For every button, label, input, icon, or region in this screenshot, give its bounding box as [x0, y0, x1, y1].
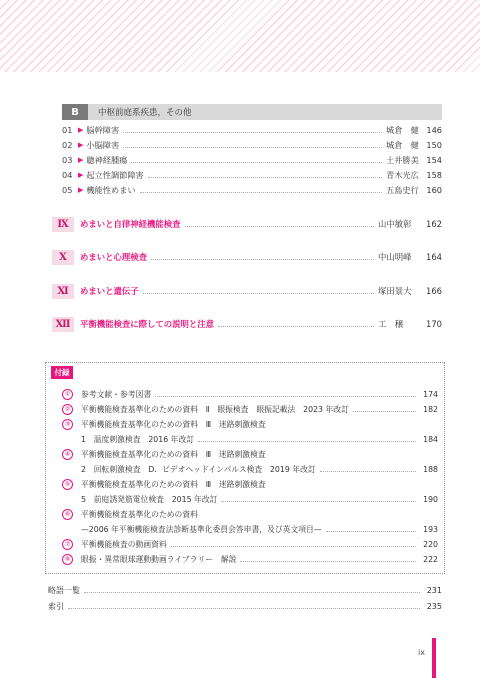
appendix-title: 平衡機能検査の動画資料 — [81, 540, 167, 549]
back-matter-title: 索引 — [48, 602, 64, 611]
appendix-entry[interactable] — [62, 478, 438, 491]
leader-dots — [123, 132, 382, 133]
appendix-entry[interactable] — [62, 448, 438, 461]
circled-number: ② — [62, 404, 73, 415]
chapter-page: 166 — [426, 286, 442, 296]
chapter-numeral: Ⅺ — [52, 284, 74, 299]
entry-author: 青木光広 — [386, 170, 419, 180]
entry-page: 158 — [426, 170, 442, 180]
leader-dots — [221, 501, 416, 502]
leader-dots — [123, 147, 382, 148]
chapter-author: 中山明峰 — [378, 252, 412, 262]
entry-title: 起立性調節障害 — [86, 170, 144, 180]
leader-dots — [353, 411, 416, 412]
chapter-entry[interactable] — [52, 316, 442, 332]
appendix-page: 182 — [423, 405, 438, 414]
chapter-author: 塚田景大 — [378, 286, 412, 296]
chapter-title: めまいと心理検査 — [80, 252, 147, 262]
chapter-title: 平衡機能検査に際しての説明と注意 — [80, 319, 214, 329]
toc-entry[interactable] — [62, 124, 442, 137]
circled-number: ① — [62, 389, 73, 400]
back-matter-entry[interactable] — [48, 584, 442, 597]
appendix-title: 平衡機能検査基準化のための資料 Ⅲ 迷路刺激検査 — [81, 450, 266, 459]
entry-number: 05 — [62, 185, 73, 195]
circled-number: ⑤ — [62, 479, 73, 490]
entry-page: 146 — [426, 125, 442, 135]
page-folio: ix — [418, 648, 425, 657]
appendix-entry[interactable] — [62, 508, 438, 521]
leader-dots — [148, 177, 382, 178]
leader-dots — [84, 592, 420, 593]
entry-number: 02 — [62, 140, 73, 150]
triangle-bullet-icon: ▶ — [78, 126, 84, 134]
chapter-entry[interactable] — [52, 216, 442, 232]
triangle-bullet-icon: ▶ — [78, 171, 84, 179]
appendix-page: 190 — [423, 495, 438, 504]
circled-number: ④ — [62, 449, 73, 460]
appendix-entry[interactable] — [62, 553, 438, 566]
appendix-tag: 付録 — [51, 366, 73, 379]
entry-page: 154 — [426, 155, 442, 165]
entry-number: 04 — [62, 170, 73, 180]
entry-title: 脳幹障害 — [86, 125, 120, 135]
appendix-title: 平衡機能検査基準化のための資料 Ⅱ 眼振検査 眼振記載法 2023 年改訂 — [81, 405, 349, 414]
toc-entry[interactable] — [62, 184, 442, 197]
appendix-page: 193 — [423, 525, 438, 534]
appendix-entry[interactable] — [62, 418, 438, 431]
chapter-numeral: Ⅹ — [52, 250, 74, 265]
appendix-subtitle: 5 前庭誘発筋電位検査 2015 年改訂 — [81, 495, 218, 504]
circled-number: ⑧ — [62, 554, 73, 565]
chapter-page: 164 — [426, 252, 442, 262]
leader-dots — [198, 441, 416, 442]
toc-entry[interactable] — [62, 154, 442, 167]
toc-entry[interactable] — [62, 139, 442, 152]
entry-title: 機能性めまい — [86, 185, 136, 195]
circled-number: ⑥ — [62, 509, 73, 520]
appendix-subentry[interactable] — [62, 463, 438, 476]
entry-page: 150 — [426, 140, 442, 150]
appendix-title: 平衡機能検査基準化のための資料 Ⅲ 迷路刺激検査 — [81, 420, 266, 429]
section-b-header — [62, 104, 442, 120]
chapter-page: 170 — [426, 319, 442, 329]
leader-dots — [140, 192, 382, 193]
circled-number: ⑦ — [62, 539, 73, 550]
leader-dots — [171, 546, 416, 547]
triangle-bullet-icon: ▶ — [78, 186, 84, 194]
chapter-page: 162 — [426, 219, 442, 229]
chapter-numeral: Ⅻ — [52, 317, 74, 332]
appendix-entry[interactable] — [62, 403, 438, 416]
appendix-subtitle: 1 温度刺激検査 2016 年改訂 — [81, 435, 195, 444]
entry-number: 03 — [62, 155, 73, 165]
leader-dots — [131, 162, 382, 163]
section-title: 中枢前庭系疾患，その他 — [98, 108, 192, 118]
appendix-title: 参考文献・参考図書 — [81, 390, 152, 399]
chapter-title: めまいと遺伝子 — [80, 286, 139, 296]
triangle-bullet-icon: ▶ — [78, 156, 84, 164]
appendix-subtitle: —2006 年平衡機能検査法診断基準化委員会答申書，及び英文項目— — [81, 525, 322, 534]
appendix-title: 平衡機能検査基準化のための資料 Ⅲ 迷路刺激検査 — [81, 480, 266, 489]
appendix-subentry[interactable] — [62, 433, 438, 446]
appendix-page: 220 — [423, 540, 438, 549]
leader-dots — [185, 226, 375, 227]
leader-dots — [151, 259, 374, 260]
chapter-entry[interactable] — [52, 283, 442, 299]
toc-entry[interactable] — [62, 169, 442, 182]
appendix-page: 174 — [423, 390, 438, 399]
entry-title: 聴神経腫瘍 — [86, 155, 128, 165]
leader-dots — [240, 561, 416, 562]
leader-dots — [143, 293, 374, 294]
back-matter-entry[interactable] — [48, 600, 442, 613]
chapter-author: 工 穣 — [378, 319, 404, 329]
appendix-entry[interactable] — [62, 538, 438, 551]
leader-dots — [326, 531, 416, 532]
entry-author: 城倉 健 — [386, 125, 419, 135]
appendix-entry[interactable] — [62, 388, 438, 401]
triangle-bullet-icon: ▶ — [78, 141, 84, 149]
appendix-subtitle: 2 回転刺激検査 D．ビデオヘッドインパルス検査 2019 年改訂 — [81, 465, 316, 474]
appendix-page: 188 — [423, 465, 438, 474]
back-matter-page: 235 — [426, 602, 442, 611]
entry-number: 01 — [62, 125, 73, 135]
leader-dots — [218, 326, 374, 327]
folio-accent-bar — [432, 638, 436, 678]
header-stripe-band — [0, 0, 480, 72]
circled-number: ③ — [62, 419, 73, 430]
chapter-entry[interactable] — [52, 249, 442, 265]
appendix-subentry[interactable] — [62, 523, 438, 536]
appendix-page: 184 — [423, 435, 438, 444]
chapter-author: 山中敏彰 — [378, 219, 412, 229]
entry-title: 小脳障害 — [86, 140, 120, 150]
back-matter-title: 略語一覧 — [48, 586, 80, 595]
section-letter: B — [62, 104, 88, 120]
appendix-title: 眼振・異常眼球運動動画ライブラリー 解説 — [81, 555, 237, 564]
back-matter-page: 231 — [426, 586, 442, 595]
entry-page: 160 — [426, 185, 442, 195]
appendix-page: 222 — [423, 555, 438, 564]
chapter-title: めまいと自律神経機能検査 — [80, 219, 181, 229]
chapter-numeral: Ⅸ — [52, 217, 74, 232]
entry-author: 土井勝美 — [386, 155, 419, 165]
leader-dots — [155, 396, 416, 397]
leader-dots — [320, 471, 416, 472]
entry-author: 五島史行 — [386, 185, 419, 195]
appendix-title: 平衡機能検査基準化のための資料 — [81, 510, 198, 519]
entry-author: 城倉 健 — [386, 140, 419, 150]
leader-dots — [68, 608, 420, 609]
appendix-subentry[interactable] — [62, 493, 438, 506]
